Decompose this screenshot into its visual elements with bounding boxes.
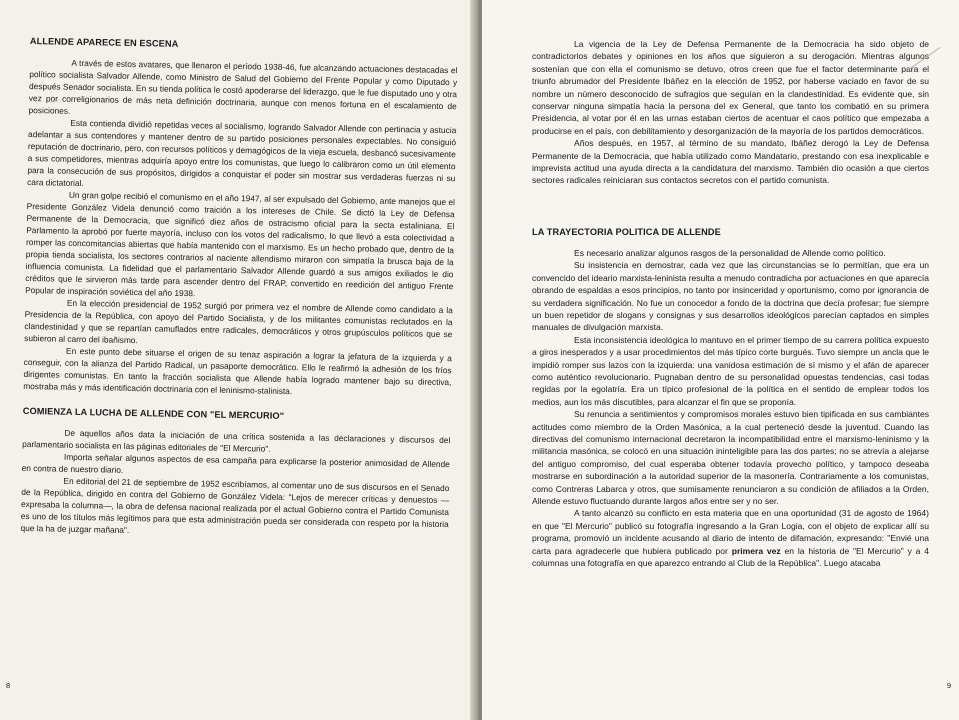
left-paragraph-3: Un gran golpe recibió el comunismo en el año 1947, al ser expulsado del Gobierno, ante manejos que el Presidente González Videla denunció como traición a los intereses de Chile. Se dictó la Ley de Defensa Permanente de la Democracia, que significó diez años de ostracismo oficial para la secta estaliniana. El Parlamento la aprobó por fuerte mayoría, incluso con los votos del radicalismo, lo que llevó a esta colectividad a romper las concomitancias abiertas que había mantenido con el marxismo. Es un hecho probado que, dentro de la propia tienda socialista, los sectores contrarios al naciente allendismo miraron con simpatía la brusca baja de la influencia comunista. La fidelidad que el parlamentario Salvador Allende guardó a sus amigos exiliados le dio créditos que le sirvieron más tarde para ascender dentro del FRAP, convertido en reedición del antiguo Frente Popular de inspiración soviética del año 1938. [25,189,455,299]
left-paragraph-5: En este punto debe situarse el origen de su tenaz aspiración a lograr la jefatura de la izquierda y a conseguir, con la alianza del Partido Radical, un pasaporte democrático. Ello le reafirmó la adhesión de los fríos dirigentes comunistas. En tanto la fracción socialista que Allende había logrado mantener bajo su directiva, mostraba más y más identificación doctrinaria con el leninismo-stalinista. [23,345,452,397]
left-paragraph-1: A través de estos avatares, que llenaron el período 1938-46, fue alcanzando actuaciones destacadas el político socialista Salvador Allende, como Ministro de Salud del Gobierno del Frente Popular y como Diputado y después Senador socialista. En su tienda política le costó apoderarse del liderazgo, que le fue disputado uno y otra vez por correligionarios de más neta definición doctrinaria, aunque con menos fortuna en el escalamiento de posiciones. [28,57,458,116]
left-paragraph-2: Esta contienda dividió repetidas veces al socialismo, logrando Salvador Allende con pertinacia y astucia adelantar a sus contendores y mantener dentro de su partido posiciones personales expectables. No consiguió reputación de doctrinario, pero, con recursos políticos y demagógicos de la vieja escuela, desbancó sucesivamente a sus competidores, mientras adquiría apoyo entre los comunistas, que luego lo calibraron como un útil elemento para la consecución de sus propósitos, dirigidos a conquistar el poder sin mostrar sus verdaderas fuerzas ni su cara dictatorial. [27,117,457,189]
p7-text-start: A tanto alcanzó su conflicto en esta materia que en una oportunidad (31 de agosto de 1964) en que "El Mercurio" publicó su fotografía ingresando a la Gran Logia, con el objeto de explicar allí su programa, promovió un incidente acusando al diario de intento de difamación, expresando: "Envié una carta para agradecerle que hubiera publicado por [532,508,929,556]
left-paragraph-7: Importa señalar algunos aspectos de esa campaña para explicarse la posterior animosidad de Allende en contra de nuestro diario. [21,451,450,475]
p7-bold-text: primera vez [731,545,781,556]
left-page-text [20,36,457,542]
left-paragraph-6: De aquellos años data la iniciación de una crítica sostenida a las declaraciones y discursos del parlamentario socialista en las páginas editoriales de "El Mercurio". [22,427,451,454]
page-number-right: 9 [946,681,951,690]
right-paragraph-1: La vigencia de la Ley de Defensa Permanente de la Democracia ha sido objeto de contradictorios debates y opiniones en los años que siguieron a su derogación. Mientras algunos sostenían que con ella el comunismo se detuvo, otros creen que fue el factor determinante para el triunfo abrumador del Presidente Ibáñez en la elección de 1952, por haberse vaciado en favor de su nombre un número desconocido de sufragios que seguían en la clandestinidad. Es evidente que, sin conservar ninguna simpatía hacia la persona del ex General, que tanto los combatió en su primera Presidencia, al votar por él en las urnas estaban ciertos de acentuar el caos político que empezaba a producirse en el país, con debilitamiento y desorganización de la mayoría de los partidos democráticos. [532,39,929,136]
left-paragraph-4: En la elección presidencial de 1952 surgió por primera vez el nombre de Allende como candidato a la Presidencia de la República, con apoyo del Partido Socialista, y de los militantes comunistas reclutados en la clandestinidad y que se repartían camuflados entre radicales, democráticos y otros grupúsculos políticos que se subieron al carro del ibañismo. [24,297,453,346]
right-paragraph-6: Su renuncia a sentimientos y compromisos morales estuvo bien tipificada en sus cambiantes actitudes como miembro de la Orden Masónica, a la cual perteneció desde la juventud. Cuando las directivas del comunismo internacional decretaron la incompatibilidad entre el marxismo-leninismo y la militancia masónica, se colocó en una situación ininteligible para las dos partes; no se atrevía a alejarse del antiguo compromiso, del cual esperaba obtener todavía provecho político, y tampoco deseaba mostrarse en subordinación a la autoridad superior de la masonería. Contrariamente a los comunistas, como Contreras Labarca y otros, que sumisamente renunciaron a su condición de afiliados a la Orden, Allende estuvo fluctuando durante largos años entre ser y no ser. [532,409,929,506]
right-paragraph-5: Esta inconsistencia ideológica lo mantuvo en el primer tiempo de su carrera política expuesto a giros inesperados y a usar procedimientos del más típico corte burgués. Tuvo siempre un ancla que le impidió romper sus lazos con la izquierda: una vanidosa estimación de sí mismo y el afán de aparecer como auténtico revolucionario. Pugnaban dentro de su personalidad opuestas tendencias, casi todas regidas por la egolatría. Era un típico profesional de la política en el sentido de emplear todos los medios, aun los más discutibles, para alcanzar el fin que se proponía. [532,334,929,407]
right-paragraph-7 [532,507,929,569]
left-paragraph-8: En editorial del 21 de septiembre de 1952 escribíamos, al comentar uno de sus discursos en el Senado de la República, dirigido en contra del Gobierno de González Videla: "Lejos de merecer críticas y denuestos —expresaba la columna—, la obra de defensa nacional realizada por el actual Gobierno contra el Partido Comunista es uno de los títulos más legítimos para que esta administración pueda ser considerada con respeto por la historia que la ha de juzgar mañana". [20,475,450,535]
page-number-left: 8 [6,681,11,690]
right-paragraph-2: Años después, en 1957, al término de su mandato, Ibáñez derogó la Ley de Defensa Permanente de la Democracia, que había utilizado como Mandatario, prestando con esa inexplicable e imprevista actitud una ayuda directa a la candidatura del marxismo. También dio ocasión a que ciertos sectores radicales reiniciaran sus contactos secretos con el partido comunista. [532,138,929,186]
heading-allende-aparece: ALLENDE APARECE EN ESCENA [29,36,179,49]
p7-text-end: en la historia de "El Mercurio" y a 4 columnas una fotografía en que aparezco entrando al Club de la República". Luego atacaba [532,545,929,569]
heading-trayectoria: LA TRAYECTORIA POLITICA DE ALLENDE [532,226,721,237]
right-paragraph-4: Su insistencia en demostrar, cada vez que las circunstancias se lo permitían, que era un convencido del ideario marxista-leninista resulta a menudo contradicha por actuaciones en que aparecía obrando de espaldas a esos principios, no tanto por insinceridad y oportunismo, como por ignorancia de su verdadera significación. No fue un conocedor a fondo de la doctrina que decía profesar; fue siempre un buen repetidor de slogans y consignas y sus desarrollos ideológicos parecían captados en simples manuales de divulgación marxista. [532,260,929,333]
right-paragraph-3: Es necesario analizar algunos rasgos de la personalidad de Allende como político. [574,247,886,258]
right-page [482,0,959,720]
left-page [0,0,476,720]
heading-comienza-lucha: COMIENZA LA LUCHA DE ALLENDE CON "EL MERCURIO" [22,405,285,421]
